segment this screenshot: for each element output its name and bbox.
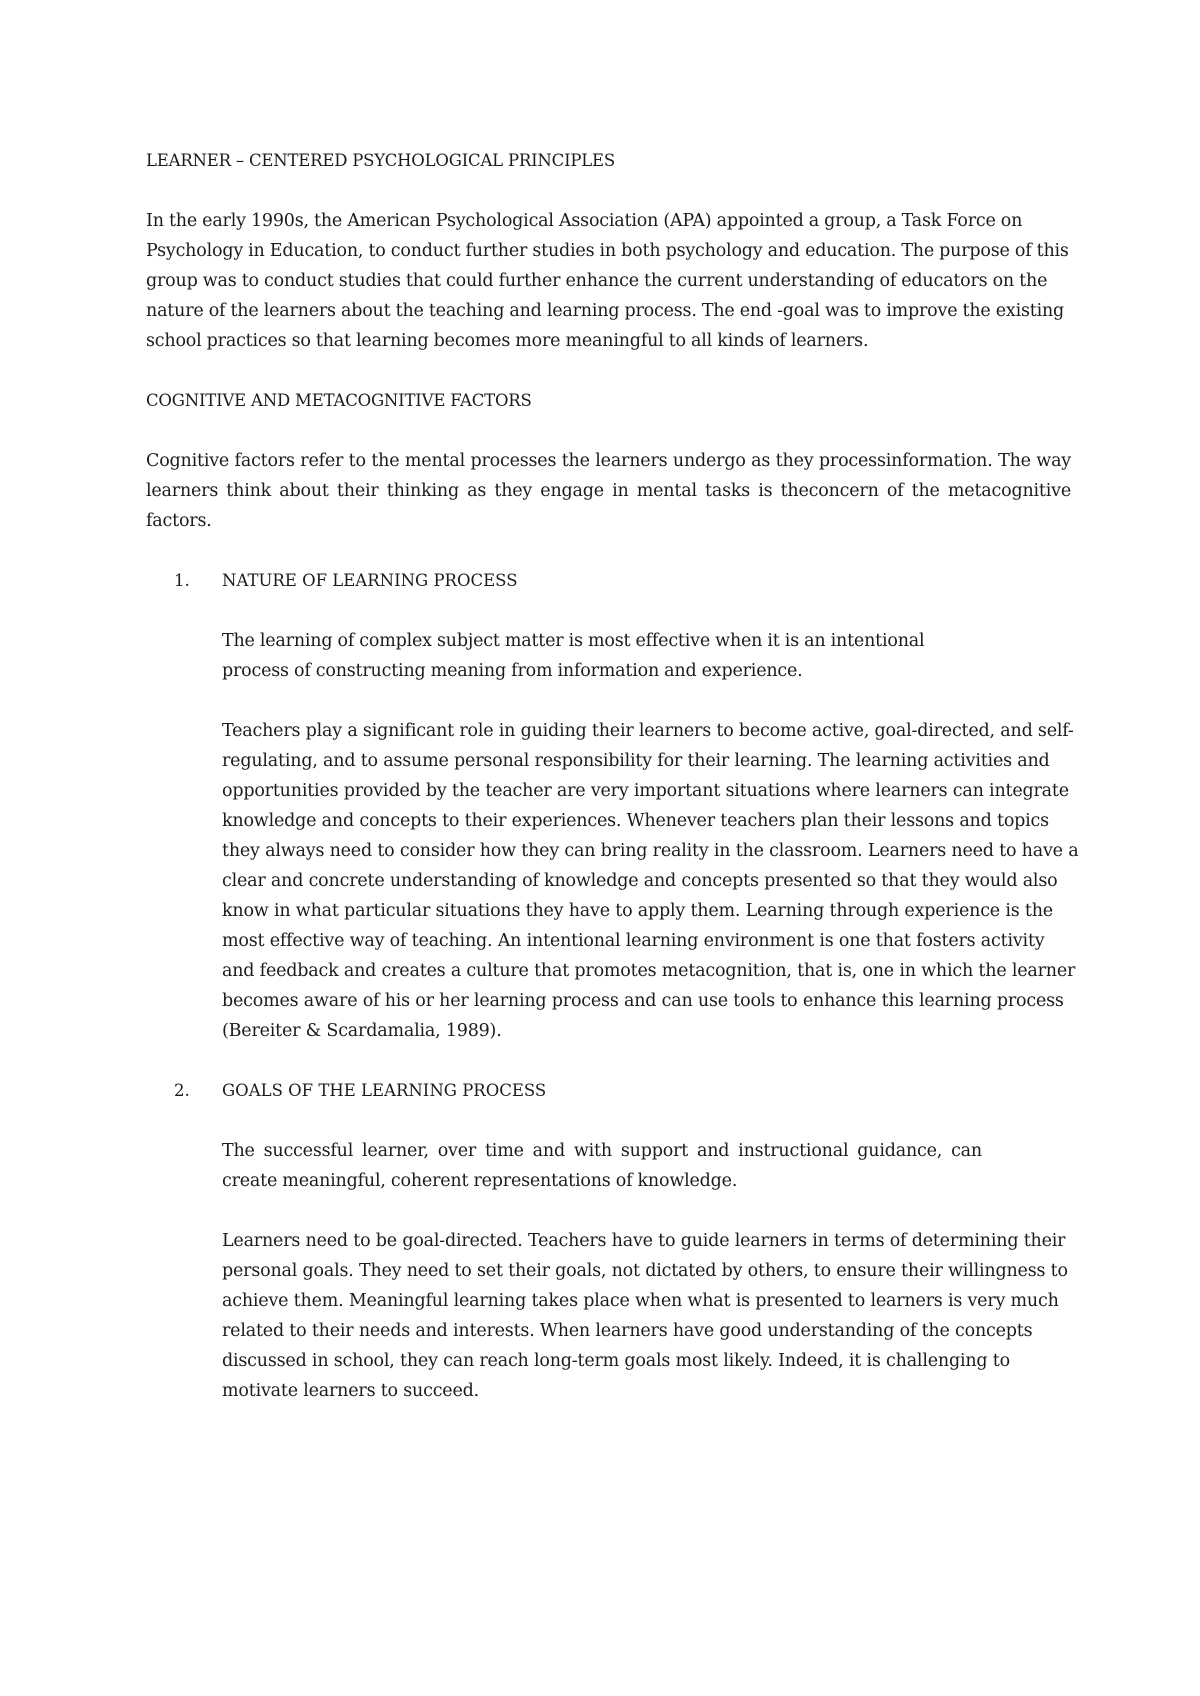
document-title: LEARNER – CENTERED PSYCHOLOGICAL PRINCIPLES xyxy=(146,151,615,170)
principle-statement: The learning of complex subject matter is most effective when it is an intentional process of constructing meaning from information and experience. xyxy=(222,631,925,681)
intro-paragraph: In the early 1990s, the American Psychological Association (APA) appointed a group, a Task Force on Psychology in Education, to conduct further studies in both psychology and education. The purpose of this group was to conduct studies that could further enhance the current understanding of educators on the nature of the learners about the teaching and learning process. The end -goal was to improve the existing school practices so that learning becomes more meaningful to all kinds of learners. xyxy=(146,211,1069,351)
section-intro-paragraph: Cognitive factors refer to the mental processes the learners undergo as they processinformation. The way learners think about their thinking as they engage in mental tasks is theconcern of the metacognitive factors. xyxy=(146,451,1071,531)
principle-discussion: Learners need to be goal-directed. Teachers have to guide learners in terms of determining their personal goals. They need to set their goals, not dictated by others, to ensure their willingness to achieve them. Meaningful learning takes place when what is presented to learners is very much related to their needs and interests. When learners have good understanding of the concepts discussed in school, they can reach long-term goals most likely. Indeed, it is challenging to motivate learners to succeed. xyxy=(222,1231,1068,1401)
list-item-heading xyxy=(146,1076,1071,1106)
document-body xyxy=(146,146,1079,1436)
list-item-heading xyxy=(146,566,1071,596)
principles-list xyxy=(146,566,1079,1406)
list-item-number: 1. xyxy=(174,571,190,590)
principle-discussion: Teachers play a significant role in guiding their learners to become active, goal-directed, and self-regulating, and to assume personal responsibility for their learning. The learning activities and opportunities provided by the teacher are very important situations where learners can integrate knowledge and concepts to their experiences. Whenever teachers plan their lessons and topics they always need to consider how they can bring reality in the classroom. Learners need to have a clear and concrete understanding of knowledge and concepts presented so that they would also know in what particular situations they have to apply them. Learning through experience is the most effective way of teaching. An intentional learning environment is one that fosters activity and feedback and creates a culture that promotes metacognition, that is, one in which the learner becomes aware of his or her learning process and can use tools to enhance this learning process (Bereiter & Scardamalia, 1989). xyxy=(222,721,1079,1041)
section-heading: COGNITIVE AND METACOGNITIVE FACTORS xyxy=(146,391,532,410)
principle-statement: The successful learner, over time and with support and instructional guidance, can create meaningful, coherent representations of knowledge. xyxy=(222,1141,982,1191)
list-item-title: NATURE OF LEARNING PROCESS xyxy=(222,571,518,590)
list-item-number: 2. xyxy=(174,1081,190,1100)
list-item-title: GOALS OF THE LEARNING PROCESS xyxy=(222,1081,547,1100)
list-item xyxy=(146,1076,1071,1406)
list-item xyxy=(146,566,1079,1046)
